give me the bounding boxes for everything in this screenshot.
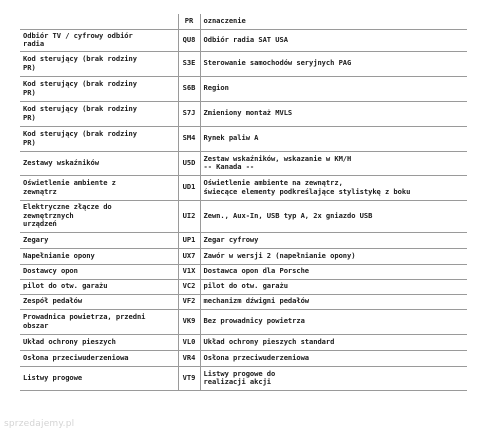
category-cell: Dostawcy opon	[20, 264, 178, 279]
category-cell: Kod sterujący (brak rodziny PR)	[20, 76, 178, 101]
pr-code-cell: VT9	[178, 366, 200, 390]
pr-code-cell: VK9	[178, 309, 200, 334]
table-row	[20, 248, 467, 264]
category-cell: Kod sterujący (brak rodziny PR)	[20, 126, 178, 151]
pr-code-cell: VC2	[178, 279, 200, 294]
table-row	[20, 76, 467, 101]
category-cell: Zestawy wskaźników	[20, 151, 178, 175]
table-row	[20, 264, 467, 279]
description-cell: Oświetlenie ambiente na zewnątrz, świecące elementy podkreślające stylistykę z boku	[200, 175, 467, 200]
category-cell: Kod sterujący (brak rodziny PR)	[20, 51, 178, 76]
category-cell: Napełnianie opony	[20, 248, 178, 264]
table-row	[20, 232, 467, 248]
table-header-row	[20, 14, 467, 29]
header-category-cell	[20, 14, 178, 29]
category-cell: Oświetlenie ambiente z zewnątrz	[20, 175, 178, 200]
pr-code-cell: VL0	[178, 334, 200, 350]
pr-code-cell: SM4	[178, 126, 200, 151]
watermark-text: sprzedajemy.pl	[4, 419, 75, 429]
category-cell: Prowadnica powietrza, przedni obszar	[20, 309, 178, 334]
pr-code-cell: VR4	[178, 350, 200, 366]
equipment-table	[20, 14, 467, 391]
table-row	[20, 366, 467, 390]
category-cell: Listwy progowe	[20, 366, 178, 390]
description-cell: Region	[200, 76, 467, 101]
table-row	[20, 151, 467, 175]
table-row	[20, 279, 467, 294]
description-cell: Zawór w wersji 2 (napełnianie opony)	[200, 248, 467, 264]
table-row	[20, 101, 467, 126]
description-cell: Zmieniony montaż MVLS	[200, 101, 467, 126]
description-cell: Zewn., Aux-In, USB typ A, 2x gniazdo USB	[200, 200, 467, 232]
description-cell: Układ ochrony pieszych standard	[200, 334, 467, 350]
description-cell: Sterowanie samochodów seryjnych PAG	[200, 51, 467, 76]
table-row	[20, 334, 467, 350]
description-cell: Zegar cyfrowy	[200, 232, 467, 248]
description-cell: Zestaw wskaźników, wskazanie w KM/H -- Kanada --	[200, 151, 467, 175]
pr-code-cell: U5D	[178, 151, 200, 175]
description-cell: pilot do otw. garażu	[200, 279, 467, 294]
category-cell: Kod sterujący (brak rodziny PR)	[20, 101, 178, 126]
pr-code-cell: UX7	[178, 248, 200, 264]
pr-code-cell: VF2	[178, 294, 200, 309]
header-description-cell: oznaczenie	[200, 14, 467, 29]
table-row	[20, 200, 467, 232]
pr-code-cell: UD1	[178, 175, 200, 200]
category-cell: Odbiór TV / cyfrowy odbiór radia	[20, 29, 178, 51]
category-cell: pilot do otw. garażu	[20, 279, 178, 294]
description-cell: Rynek paliw A	[200, 126, 467, 151]
table-row	[20, 175, 467, 200]
description-cell: Bez prowadnicy powietrza	[200, 309, 467, 334]
category-cell: Osłona przeciwuderzeniowa	[20, 350, 178, 366]
table-row	[20, 294, 467, 309]
description-cell: Odbiór radia SAT USA	[200, 29, 467, 51]
header-pr-cell: PR	[178, 14, 200, 29]
pr-code-cell: QU8	[178, 29, 200, 51]
pr-code-cell: UP1	[178, 232, 200, 248]
pr-code-cell: V1X	[178, 264, 200, 279]
category-cell: Elektryczne złącze do zewnętrznych urządzeń	[20, 200, 178, 232]
pr-code-cell: S6B	[178, 76, 200, 101]
table-row	[20, 51, 467, 76]
table-row	[20, 309, 467, 334]
table-row	[20, 29, 467, 51]
equipment-sheet	[20, 14, 467, 391]
equipment-table-body	[20, 14, 467, 390]
table-row	[20, 126, 467, 151]
category-cell: Zegary	[20, 232, 178, 248]
description-cell: Osłona przeciwuderzeniowa	[200, 350, 467, 366]
pr-code-cell: S7J	[178, 101, 200, 126]
table-row	[20, 350, 467, 366]
pr-code-cell: UI2	[178, 200, 200, 232]
description-cell: Dostawca opon dla Porsche	[200, 264, 467, 279]
category-cell: Zespół pedałów	[20, 294, 178, 309]
category-cell: Układ ochrony pieszych	[20, 334, 178, 350]
pr-code-cell: S3E	[178, 51, 200, 76]
description-cell: mechanizm dźwigni pedałów	[200, 294, 467, 309]
description-cell: Listwy progowe do realizacji akcji	[200, 366, 467, 390]
